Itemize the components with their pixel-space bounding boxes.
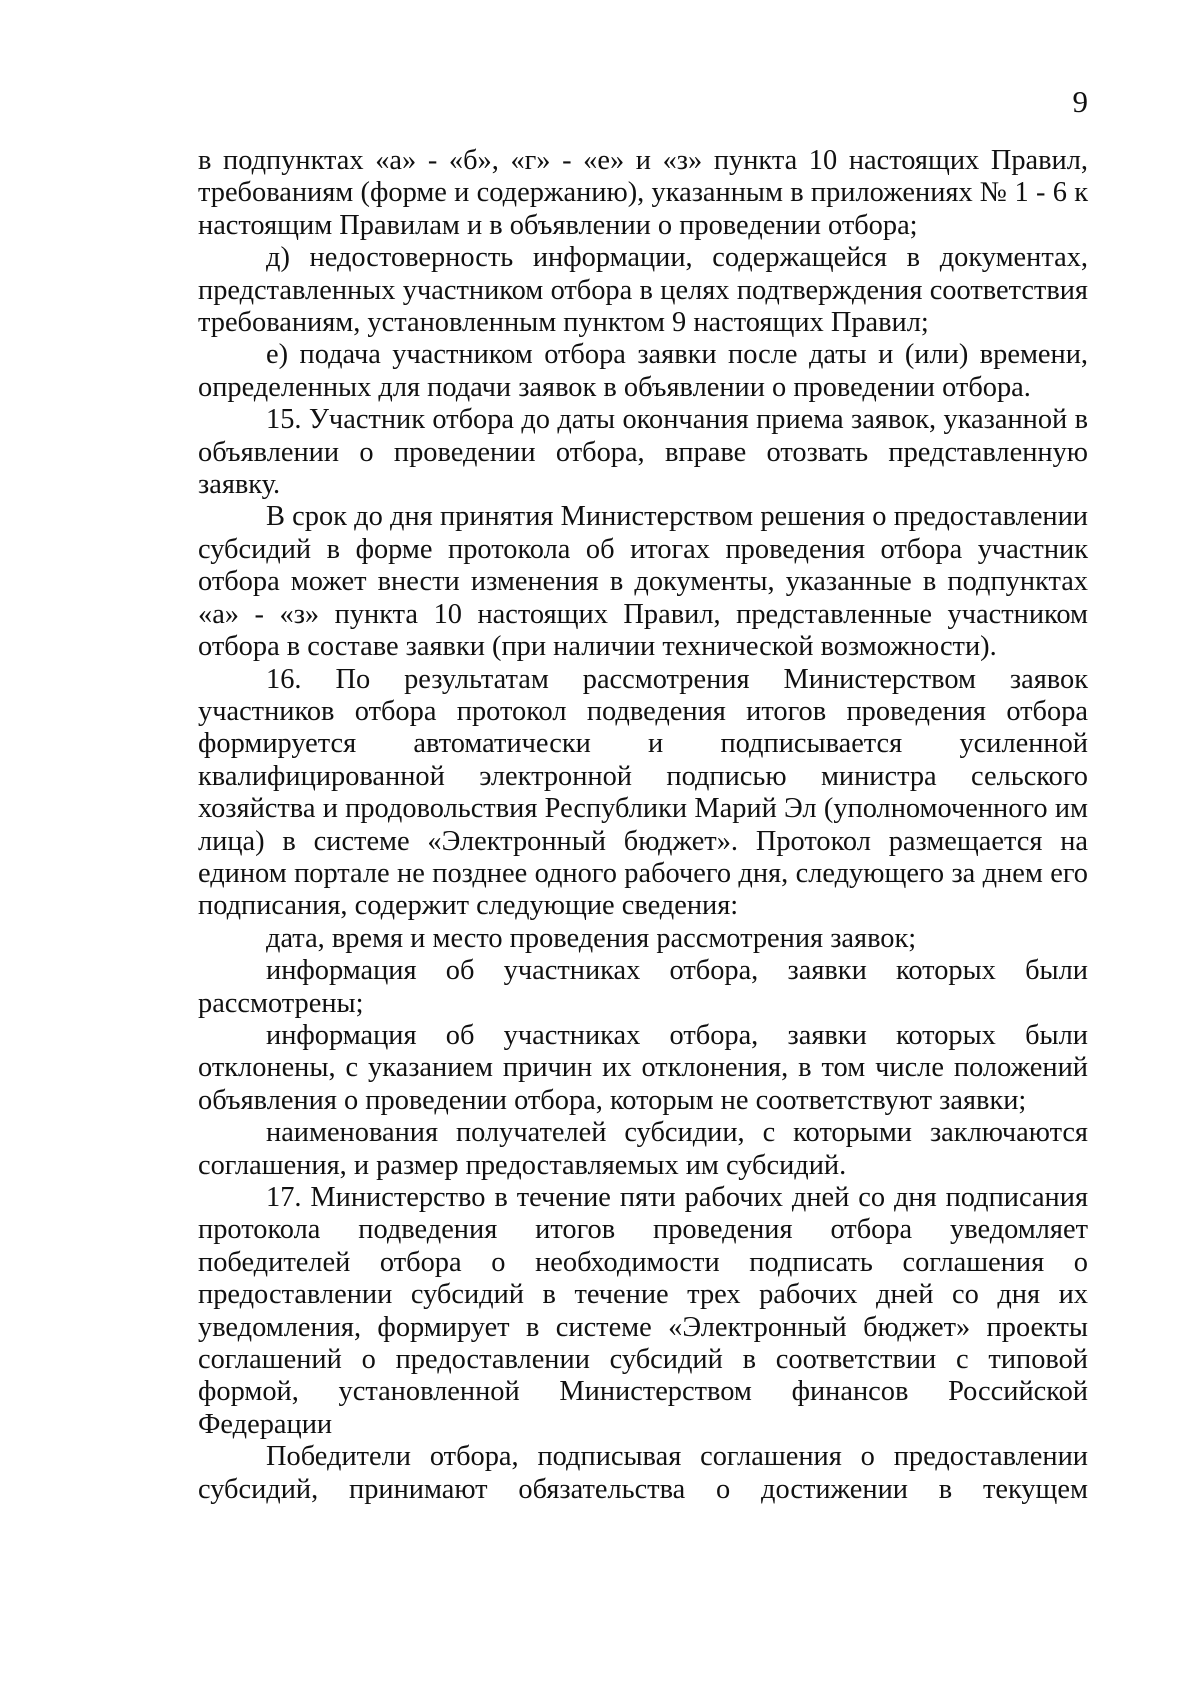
paragraph-2: д) недостоверность информации, содержащейся в документах, представленных участником отбора в целях подтверждения соответствия требованиям, установленным пунктом 9 настоящих Правил; xyxy=(198,242,1088,339)
paragraph-5: В срок до дня принятия Министерством решения о предоставлении субсидий в форме протокола об итогах проведения отбора участник отбора может внести изменения в документы, указанные в подпунктах «а» - «з» пункта 10 настоящих Правил, представленные участником отбора в составе заявки (при наличии технической возможности). xyxy=(198,501,1088,663)
paragraph-10: наименования получателей субсидии, с которыми заключаются соглашения, и размер предоставляемых им субсидий. xyxy=(198,1117,1088,1181)
paragraph-12: Победители отбора, подписывая соглашения о предоставлении субсидий, принимают обязательства о достижении в текущем xyxy=(198,1441,1088,1505)
paragraph-3: е) подача участником отбора заявки после даты и (или) времени, определенных для подачи заявок в объявлении о проведении отбора. xyxy=(198,339,1088,403)
paragraph-1: в подпунктах «а» - «б», «г» - «е» и «з» пункта 10 настоящих Правил, требованиям (форме и содержанию), указанным в приложениях № 1 - 6 к настоящим Правилам и в объявлении о проведении отбора; xyxy=(198,145,1088,241)
paragraph-9: информация об участниках отбора, заявки которых были отклонены, с указанием причин их отклонения, в том числе положений объявления о проведении отбора, которым не соответствуют заявки; xyxy=(198,1019,1088,1116)
paragraph-11: 17. Министерство в течение пяти рабочих дней со дня подписания протокола подведения итогов проведения отбора уведомляет победителей отбора о необходимости подписать соглашения о предоставлении субсидий в течение трех рабочих дней со дня их уведомления, формирует в системе «Электронный бюджет» проекты соглашений о предоставлении субсидий в соответствии с типовой формой, установленной Министерством финансов Российской Федерации xyxy=(198,1182,1088,1440)
document-body xyxy=(198,145,1088,1506)
paragraph-4: 15. Участник отбора до даты окончания приема заявок, указанной в объявлении о проведении отбора, вправе отозвать представленную заявку. xyxy=(198,404,1088,501)
paragraph-6: 16. По результатам рассмотрения Министерством заявок участников отбора протокол подведения итогов проведения отбора формируется автоматически и подписывается усиленной квалифицированной электронной подписью министра сельского хозяйства и продовольствия Республики Марий Эл (уполномоченного им лица) в системе «Электронный бюджет». Протокол размещается на едином портале не позднее одного рабочего дня, следующего за днем его подписания, содержит следующие сведения: xyxy=(198,663,1088,922)
page-number: 9 xyxy=(1072,84,1088,119)
paragraph-7: дата, время и место проведения рассмотрения заявок; xyxy=(266,922,917,954)
paragraph-8: информация об участниках отбора, заявки которых были рассмотрены; xyxy=(198,955,1088,1019)
